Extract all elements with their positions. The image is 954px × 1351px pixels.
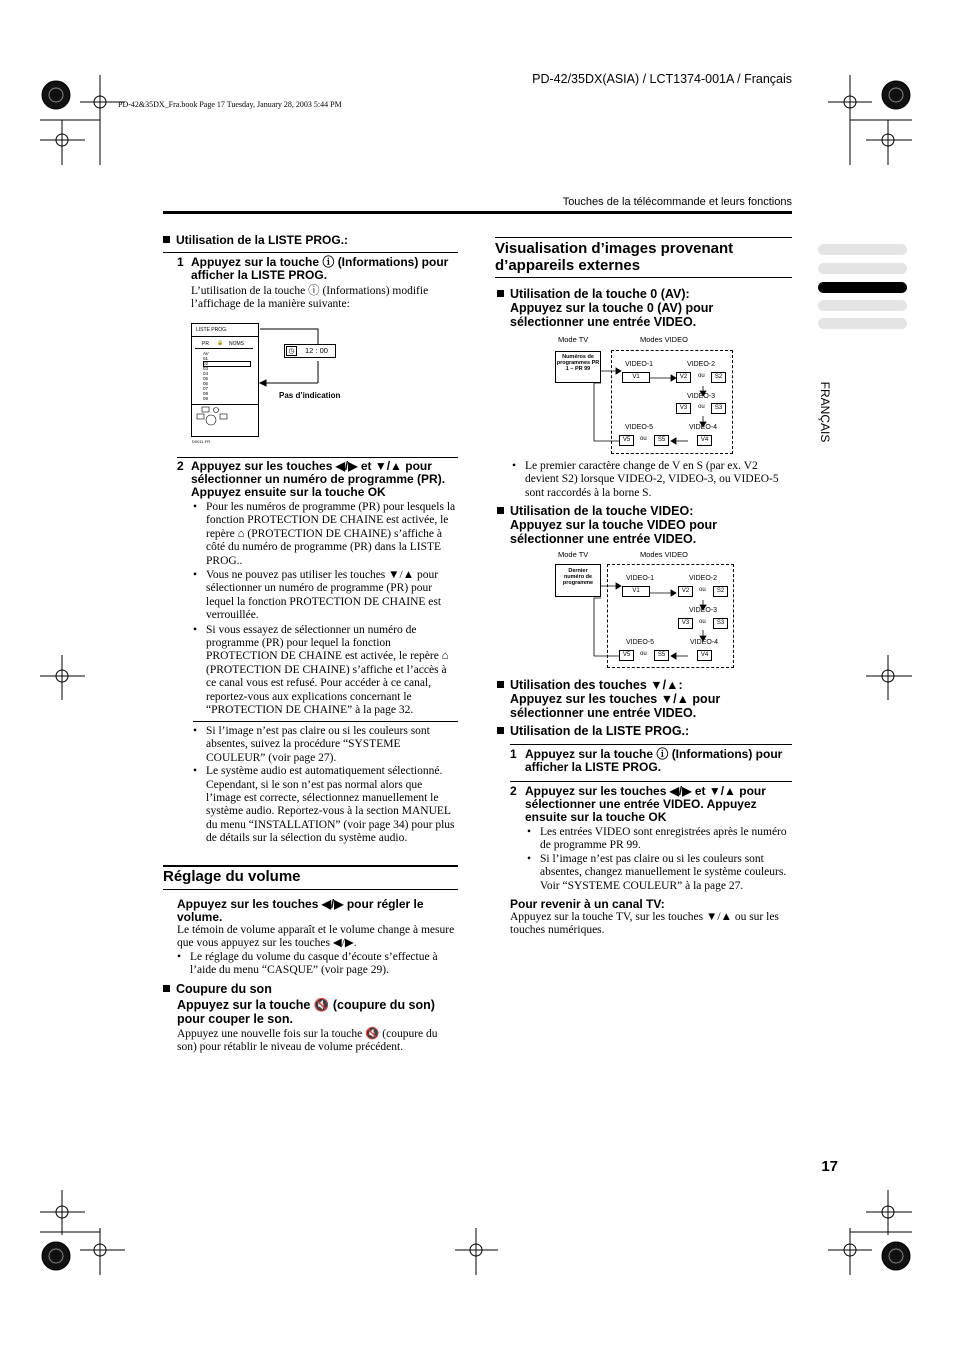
liste-row: 03 xyxy=(203,366,209,371)
av-heading: Utilisation de la touche 0 (AV): xyxy=(497,287,792,301)
diag1-v5-box: V5 xyxy=(619,435,634,446)
video-heading: Utilisation de la touche VIDEO: xyxy=(497,504,792,518)
rule xyxy=(495,277,792,278)
rule xyxy=(177,457,458,458)
left-liste-heading: Utilisation de la LISTE PROG.: xyxy=(163,234,348,247)
diag1-video1: VIDEO-1 xyxy=(625,361,654,368)
left-step2-bullets xyxy=(193,501,457,718)
diag1-ou: ou xyxy=(698,373,705,379)
volume-bullets xyxy=(177,951,458,978)
liste-row: 02 xyxy=(203,361,209,366)
list-item: • Si l’image n’est pas claire ou si les couleurs sont absentes, suivez la procédure “SYSTEME COULEUR” (voir page 27). xyxy=(193,725,457,765)
av-bullets xyxy=(512,460,790,500)
return-text: Appuyez sur la touche TV, sur les touches ▼/▲ ou sur les touches numériques. xyxy=(510,911,779,937)
left-step1-text: L’utilisation de la touche ⓘ (Informations) modifie l’affichage de la manière suivante: xyxy=(191,285,429,311)
mute-heading: Coupure du son xyxy=(163,983,272,996)
mute-bold: Appuyez sur la touche 🔇 (coupure du son) pour couper le son. xyxy=(177,998,435,1026)
liste-row: 08 xyxy=(203,391,209,396)
diag1-s2-box: S2 xyxy=(711,372,726,383)
pr-heading: Utilisation des touches ▼/▲: xyxy=(497,678,792,692)
col-pr: PR xyxy=(202,341,209,347)
mode-tv-label: Mode TV xyxy=(558,335,589,344)
diag1-ou: ou xyxy=(640,436,647,442)
rule xyxy=(510,744,792,745)
liste-row: AV xyxy=(203,351,209,356)
diag2-video3: VIDEO-3 xyxy=(689,607,718,614)
diag2-s2-box: S2 xyxy=(713,586,728,597)
liste-row: 01 xyxy=(203,356,209,361)
liste-row: 09 xyxy=(203,396,209,401)
modes-video-label: Modes VIDEO xyxy=(640,550,688,559)
running-title: Touches de la télécommande et leurs fonctions xyxy=(562,196,792,208)
side-tab-bar xyxy=(818,300,907,311)
return-heading: Pour revenir à un canal TV: xyxy=(510,897,665,911)
volume-text: Le témoin de volume apparaît et le volume change à mesure que vous appuyez sur les touches ◀/▶. xyxy=(177,924,455,950)
volume-heading: Réglage du volume xyxy=(163,868,301,885)
mute-text: Appuyez une nouvelle fois sur la touche 🔇 (coupure du son) pour rétablir le niveau de volume précédent. xyxy=(177,1028,438,1054)
diag1-v2-box: V2 xyxy=(676,372,691,383)
diag2-v4-box: V4 xyxy=(697,650,712,661)
left-step1-bold: Appuyez sur la touche ⓘ (Informations) pour afficher la LISTE PROG. xyxy=(191,255,449,282)
rule xyxy=(163,889,458,890)
av-heading-2: Appuyez sur la touche 0 (AV) pour sélectionner une entrée VIDEO. xyxy=(510,301,714,329)
video-heading-2: Appuyez sur la touche VIDEO pour sélectionner une entrée VIDEO. xyxy=(510,518,717,546)
diag2-v3-box: V3 xyxy=(678,618,693,629)
lock-icon: 🔒 xyxy=(217,340,224,346)
diag2-ou: ou xyxy=(699,619,706,625)
right-step2-bold: Appuyez sur les touches ◀/▶ et ▼/▲ pour sélectionner une entrée VIDEO. Appuyez ensuite sur la touche OK xyxy=(525,784,766,824)
list-item: • Les entrées VIDEO sont enregistrées après le numéro de programme PR 99. xyxy=(527,826,791,853)
diag1-video3: VIDEO-3 xyxy=(687,393,716,400)
diag1-v1-box: V1 xyxy=(622,372,650,383)
page-number: 17 xyxy=(821,1158,838,1175)
liste-row: 05 xyxy=(203,376,209,381)
diag1-ou: ou xyxy=(698,404,705,410)
tv-box: Numéros de programmes PR 1 – PR 99 xyxy=(555,351,601,383)
volume-bold: Appuyez sur les touches ◀/▶ pour régler le volume. xyxy=(177,897,424,924)
left-step1-num: 1 xyxy=(177,255,184,269)
diag2-v2-box: V2 xyxy=(678,586,693,597)
left-step2-num: 2 xyxy=(177,459,184,473)
clock-display xyxy=(284,344,336,358)
side-tab-label: FRANÇAIS xyxy=(818,381,832,443)
tv-box-2: Dernier numéro de programme xyxy=(555,564,601,597)
liste-row: 06 xyxy=(203,381,209,386)
left-note-bullets xyxy=(193,725,457,846)
right-step2-bullets xyxy=(527,826,791,893)
rule xyxy=(163,252,458,253)
list-item: • Le système audio est automatiquement sélectionné. Cependant, si le son n’est pas normal alors que l’image est correcte, sélectionnez manuellement le système audio. Reportez-vous à la section MANUEL du menu “INSTALLATION” (voir page 34) pour plus de détails sur la sélection du système audio. xyxy=(193,765,457,845)
no-indication-label: Pas d’indication xyxy=(279,391,341,400)
screen-title: LISTE PROG. xyxy=(196,327,228,333)
right-liste-heading: Utilisation de la LISTE PROG.: xyxy=(497,725,689,738)
list-item: • Si l’image n’est pas claire ou si les couleurs sont absentes, changez manuellement le système couleurs. Voir “SYSTEME COULEUR” à la page 27. xyxy=(527,853,791,893)
diag2-s3-box: S3 xyxy=(713,618,728,629)
liste-row: 04 xyxy=(203,371,209,376)
clock-icon: ◷ xyxy=(286,346,297,356)
rule xyxy=(163,865,458,867)
pr-heading-2: Appuyez sur les touches ▼/▲ pour sélectionner une entrée VIDEO. xyxy=(510,692,721,720)
diag2-video4: VIDEO-4 xyxy=(690,639,719,646)
diag1-video2: VIDEO-2 xyxy=(687,361,716,368)
liste-rows xyxy=(203,351,209,401)
list-item: • Le premier caractère change de V en S (par ex. V2 devient S2) lorsque VIDEO-2, VIDEO-3, ou VIDEO-5 sont raccordés à la borne S. xyxy=(512,460,790,500)
diag2-video1: VIDEO-1 xyxy=(626,575,655,582)
list-item: • Si vous essayez de sélectionner un numéro de programme (PR) pour lequel la fonction PROTECTION DE CHAINE est activée, le repère ⌂ (PROTECTION DE CHAINE) s’affiche et l’accès à ce canal vous est refusé. Pour accéder à ce canal, reportez-vous aux explications concernant le “PROTECTION DE CHAINE” à la page 32. xyxy=(193,624,457,718)
side-tab-bar-active xyxy=(818,282,907,293)
left-step2-bold: Appuyez sur les touches ◀/▶ et ▼/▲ pour sélectionner un numéro de programme (PR). Appuyez ensuite sur la touche OK xyxy=(191,459,446,499)
rule xyxy=(193,721,458,722)
side-tab-bar xyxy=(818,244,907,255)
rule xyxy=(510,781,792,782)
model-line: PD-42/35DX(ASIA) / LCT1374-001A / Français xyxy=(532,72,792,86)
diag1-v3-box: V3 xyxy=(676,403,691,414)
diag2-v1-box: V1 xyxy=(622,586,650,597)
section-heading: Visualisation d’images provenant d’appareils externes xyxy=(495,240,734,274)
diag1-v4-box: V4 xyxy=(697,435,712,446)
list-item: • Pour les numéros de programme (PR) pour lesquels la fonction PROTECTION DE CHAINE est activée, le repère ⌂ (PROTECTION DE CHAINE) s’affiche à côté du numéro de programme (PR) dans la LISTE PROG.. xyxy=(193,501,457,568)
diag1-s5-box: S5 xyxy=(654,435,669,446)
col-name: NOMS xyxy=(229,341,244,347)
right-step1-num: 1 xyxy=(510,747,517,761)
diag1-video5: VIDEO-5 xyxy=(625,424,654,431)
mode-tv-label: Mode TV xyxy=(558,550,589,559)
list-item: • Le réglage du volume du casque d’écoute s’effectue à l’aide du menu “CASQUE” (voir page 29). xyxy=(177,951,458,978)
modes-video-label: Modes VIDEO xyxy=(640,335,688,344)
side-tab-bar xyxy=(818,318,907,329)
right-step2-num: 2 xyxy=(510,784,517,798)
remote-keys-icon xyxy=(196,406,236,428)
rule xyxy=(495,237,792,238)
list-item: • Vous ne pouvez pas utiliser les touches ▼/▲ pour sélectionner un numéro de programme (PR) pour lequel la fonction PROTECTION DE CHAINE est verrouillée. xyxy=(193,569,457,623)
liste-row: 07 xyxy=(203,386,209,391)
header-rule xyxy=(163,211,792,214)
screen-footer: D0011-FR xyxy=(192,439,211,444)
diag2-video2: VIDEO-2 xyxy=(689,575,718,582)
liste-prog-screen xyxy=(191,323,259,444)
clock-value: 12 : 00 xyxy=(305,346,328,355)
diag2-ou: ou xyxy=(640,651,647,657)
right-step1-bold: Appuyez sur la touche ⓘ (Informations) pour afficher la LISTE PROG. xyxy=(525,747,783,774)
book-stamp: PD-42&35DX_Fra.book Page 17 Tuesday, January 28, 2003 5:44 PM xyxy=(118,100,342,109)
diag2-s5-box: S5 xyxy=(654,650,669,661)
diag1-s3-box: S3 xyxy=(711,403,726,414)
diag2-v5-box: V5 xyxy=(619,650,634,661)
side-tab-bar xyxy=(818,263,907,274)
diag2-ou: ou xyxy=(699,587,706,593)
diag1-video4: VIDEO-4 xyxy=(689,424,718,431)
diag2-video5: VIDEO-5 xyxy=(626,639,655,646)
